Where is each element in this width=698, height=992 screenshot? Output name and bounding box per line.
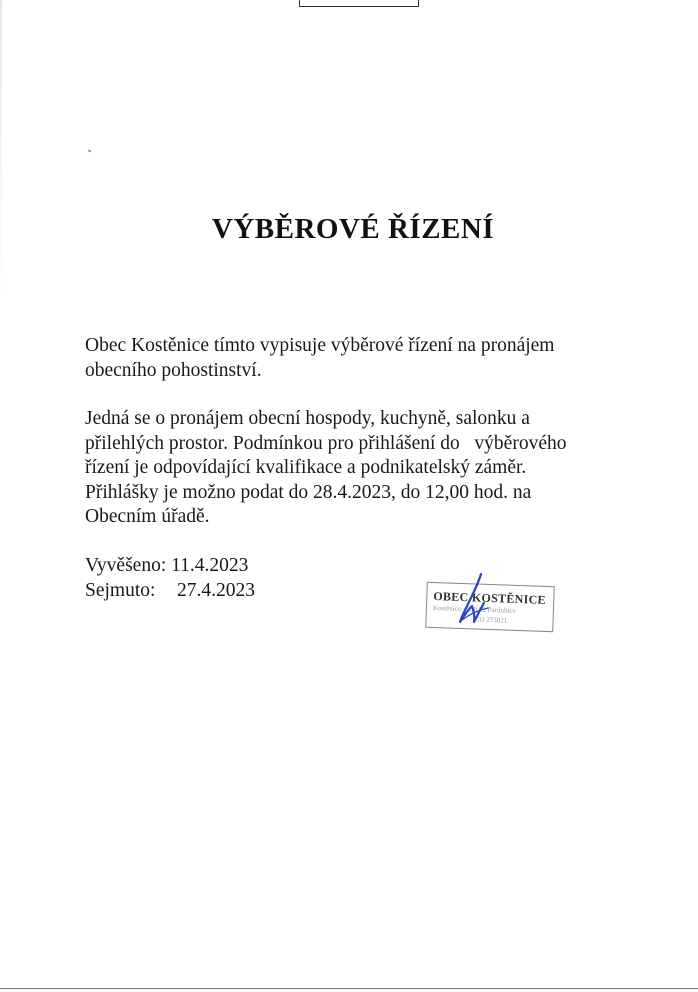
removed-date: 27.4.2023	[177, 579, 255, 601]
page-bottom-border	[0, 988, 698, 989]
text-line: řízení je odpovídající kvalifikace a podnikatelský záměr.	[85, 457, 527, 478]
scan-edge-shadow	[0, 0, 2, 300]
posted-date: 11.4.2023	[171, 555, 249, 576]
removed-label: Sejmuto:	[85, 579, 156, 601]
scan-speck	[88, 149, 92, 152]
text-line: Jedná se o pronájem obecní hospody, kuchyně, salonku a	[85, 408, 530, 429]
text-line: Obecním úřadě.	[85, 506, 210, 527]
text-line: přilehlých prostor. Podmínkou pro přihlášení do výběrového	[85, 432, 567, 454]
paragraph-details	[85, 407, 566, 530]
posted-row	[85, 554, 255, 579]
stamp-address: Kostěnice · 530 02 Pardubice	[432, 604, 516, 615]
stamp-id: IČO 273821	[472, 615, 508, 625]
text-line: Přihlášky je možno podat do 28.4.2023, do 12,00 hod. na	[85, 481, 532, 503]
text-line: obecního pohostinství.	[85, 359, 262, 381]
document-title: VÝBĚROVÉ ŘÍZENÍ	[211, 213, 495, 245]
removed-row	[85, 579, 255, 604]
text-line: Obec Kostěnice tímto vypisuje výběrové řízení na pronájem	[85, 335, 555, 356]
stamp-title: OBEC KOSTĚNICE	[433, 589, 547, 607]
paragraph-announcement	[85, 334, 554, 383]
top-frame-fragment	[299, 0, 419, 7]
posted-label: Vyvěšeno:	[85, 555, 167, 576]
signature-icon	[448, 570, 498, 630]
posting-dates	[85, 554, 255, 603]
